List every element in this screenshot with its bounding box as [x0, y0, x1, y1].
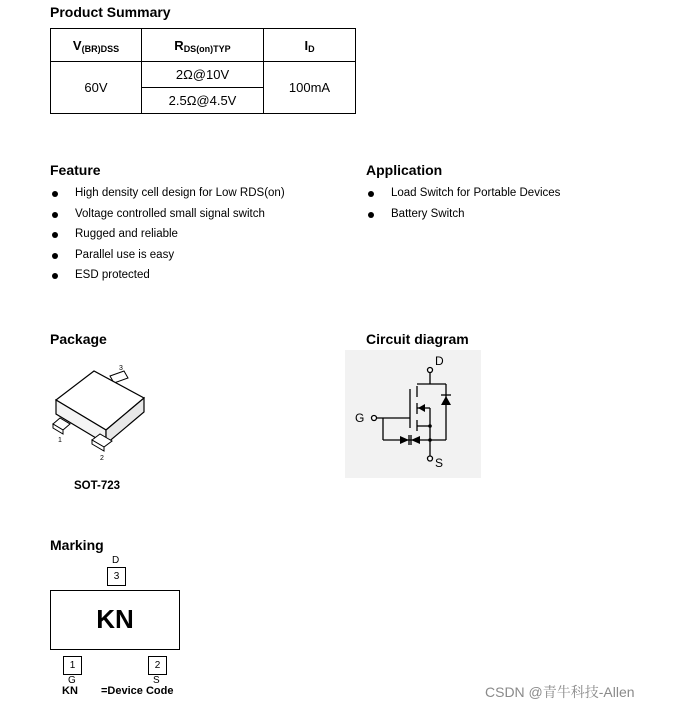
marking-package-body — [50, 590, 180, 650]
circuit-title: Circuit diagram — [366, 331, 469, 347]
mosfet-circuit-diagram — [345, 350, 481, 478]
left-pin-letter: G — [68, 675, 76, 686]
bullet-icon — [368, 191, 374, 197]
bullet-icon — [52, 191, 58, 197]
application-list — [366, 183, 666, 224]
application-title: Application — [366, 162, 443, 178]
pin-2-label: 2 — [100, 455, 104, 462]
package-title: Package — [50, 331, 107, 347]
list-item: Voltage controlled small signal switch — [50, 204, 370, 225]
header-id: $I_D$ — [264, 29, 356, 62]
watermark-text: CSDN @青牛科技-Allen — [485, 684, 635, 700]
sot723-package-drawing — [48, 358, 158, 468]
bullet-icon — [368, 212, 374, 218]
rds-value-4v5: 2.5Ω@4.5V — [142, 88, 264, 114]
top-pin-3: 3 — [107, 567, 126, 586]
marking-code: KN — [96, 604, 134, 634]
top-pin-letter: D — [112, 555, 120, 566]
legend-code: KN — [62, 685, 78, 697]
legend-text: =Device Code — [101, 685, 174, 697]
list-item: ESD protected — [50, 265, 370, 286]
left-pin-1: 1 — [63, 656, 82, 675]
header-vbrdss: $V_{(BR)DSS}$ — [51, 29, 142, 62]
feature-list — [50, 183, 370, 286]
bullet-icon — [52, 273, 58, 279]
feature-title: Feature — [50, 162, 101, 178]
source-label: S — [435, 456, 444, 470]
bullet-icon — [52, 212, 58, 218]
list-item: Parallel use is easy — [50, 245, 370, 266]
list-item: Battery Switch — [366, 204, 666, 225]
list-item: Load Switch for Portable Devices — [366, 183, 666, 204]
rds-value-10v: 2Ω@10V — [142, 62, 264, 88]
package-name: SOT-723 — [74, 480, 121, 492]
marking-title: Marking — [50, 537, 104, 553]
bullet-icon — [52, 253, 58, 259]
gate-label: G — [355, 411, 365, 425]
list-item: Rugged and reliable — [50, 224, 370, 245]
drain-label: D — [435, 354, 444, 368]
product-summary-table — [50, 28, 356, 114]
product-summary-title: Product Summary — [50, 4, 171, 20]
right-pin-letter: S — [153, 675, 160, 686]
vdss-value: 60V — [51, 62, 142, 114]
bullet-icon — [52, 232, 58, 238]
list-item: High density cell design for Low RDS(on) — [50, 183, 370, 204]
pin-1-label: 1 — [58, 437, 62, 444]
pin-3-label: 3 — [119, 365, 123, 372]
header-rdson: $R_{DS(on)TYP}$ — [142, 29, 264, 62]
id-value: 100mA — [264, 62, 356, 114]
right-pin-2: 2 — [148, 656, 167, 675]
